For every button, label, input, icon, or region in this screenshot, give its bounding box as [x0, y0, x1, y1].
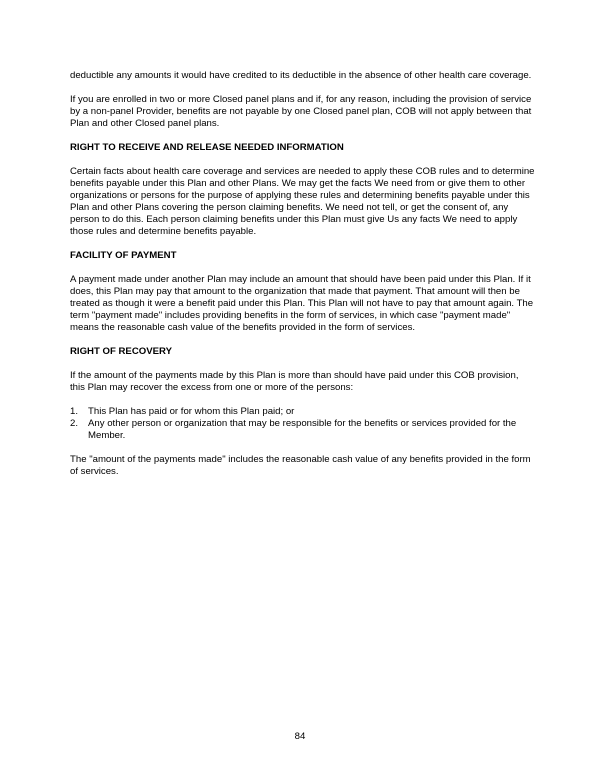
paragraph-information: Certain facts about health care coverage and services are needed to apply these COB rules and to determine benefits payable under this Plan and other Plans. We may get the facts We need from or give them to other organizations or persons for the purpose of applying these rules and determining benefits payable under this Plan and other Plans covering the person claiming benefits. We need not tell, or get the consent of, any person to do this. Each person claiming benefits under this Plan must give Us any facts We need to apply those rules and determine benefits payable.: [70, 166, 535, 237]
list-item: [70, 406, 535, 418]
recovery-list: [70, 406, 535, 442]
heading-facility-of-payment: FACILITY OF PAYMENT: [70, 250, 177, 261]
paragraph-amount: The "amount of the payments made" includes the reasonable cash value of any benefits provided in the form of services.: [70, 454, 531, 477]
list-text: Any other person or organization that may be responsible for the benefits or services provided for the Member.: [88, 418, 517, 441]
paragraph-continued: deductible any amounts it would have credited to its deductible in the absence of other health care coverage.: [70, 70, 532, 81]
page-number: 84: [294, 731, 306, 742]
list-number: 1.: [70, 406, 79, 417]
list-text: This Plan has paid or for whom this Plan paid; or: [88, 406, 295, 417]
heading-right-of-recovery: RIGHT OF RECOVERY: [70, 346, 172, 357]
list-item: [70, 418, 535, 442]
page-content: [70, 70, 535, 490]
paragraph-closed-panel: If you are enrolled in two or more Closed panel plans and if, for any reason, including the provision of service by a non-panel Provider, benefits are not payable by one Closed panel plan, COB will not apply between that Plan and other Closed panel plans.: [70, 94, 532, 129]
paragraph-facility: A payment made under another Plan may include an amount that should have been paid under this Plan. If it does, this Plan may pay that amount to the organization that made that payment. That amount will then be treated as though it were a benefit paid under this Plan. This Plan will not have to pay that amount again. The term "payment made" includes providing benefits in the form of services, in which case "payment made" means the reasonable cash value of the benefits provided in the form of services.: [70, 274, 534, 333]
heading-right-to-receive: RIGHT TO RECEIVE AND RELEASE NEEDED INFORMATION: [70, 142, 344, 153]
paragraph-recovery: If the amount of the payments made by this Plan is more than should have paid under this COB provision, this Plan may recover the excess from one or more of the persons:: [70, 370, 519, 393]
list-number: 2.: [70, 418, 79, 429]
